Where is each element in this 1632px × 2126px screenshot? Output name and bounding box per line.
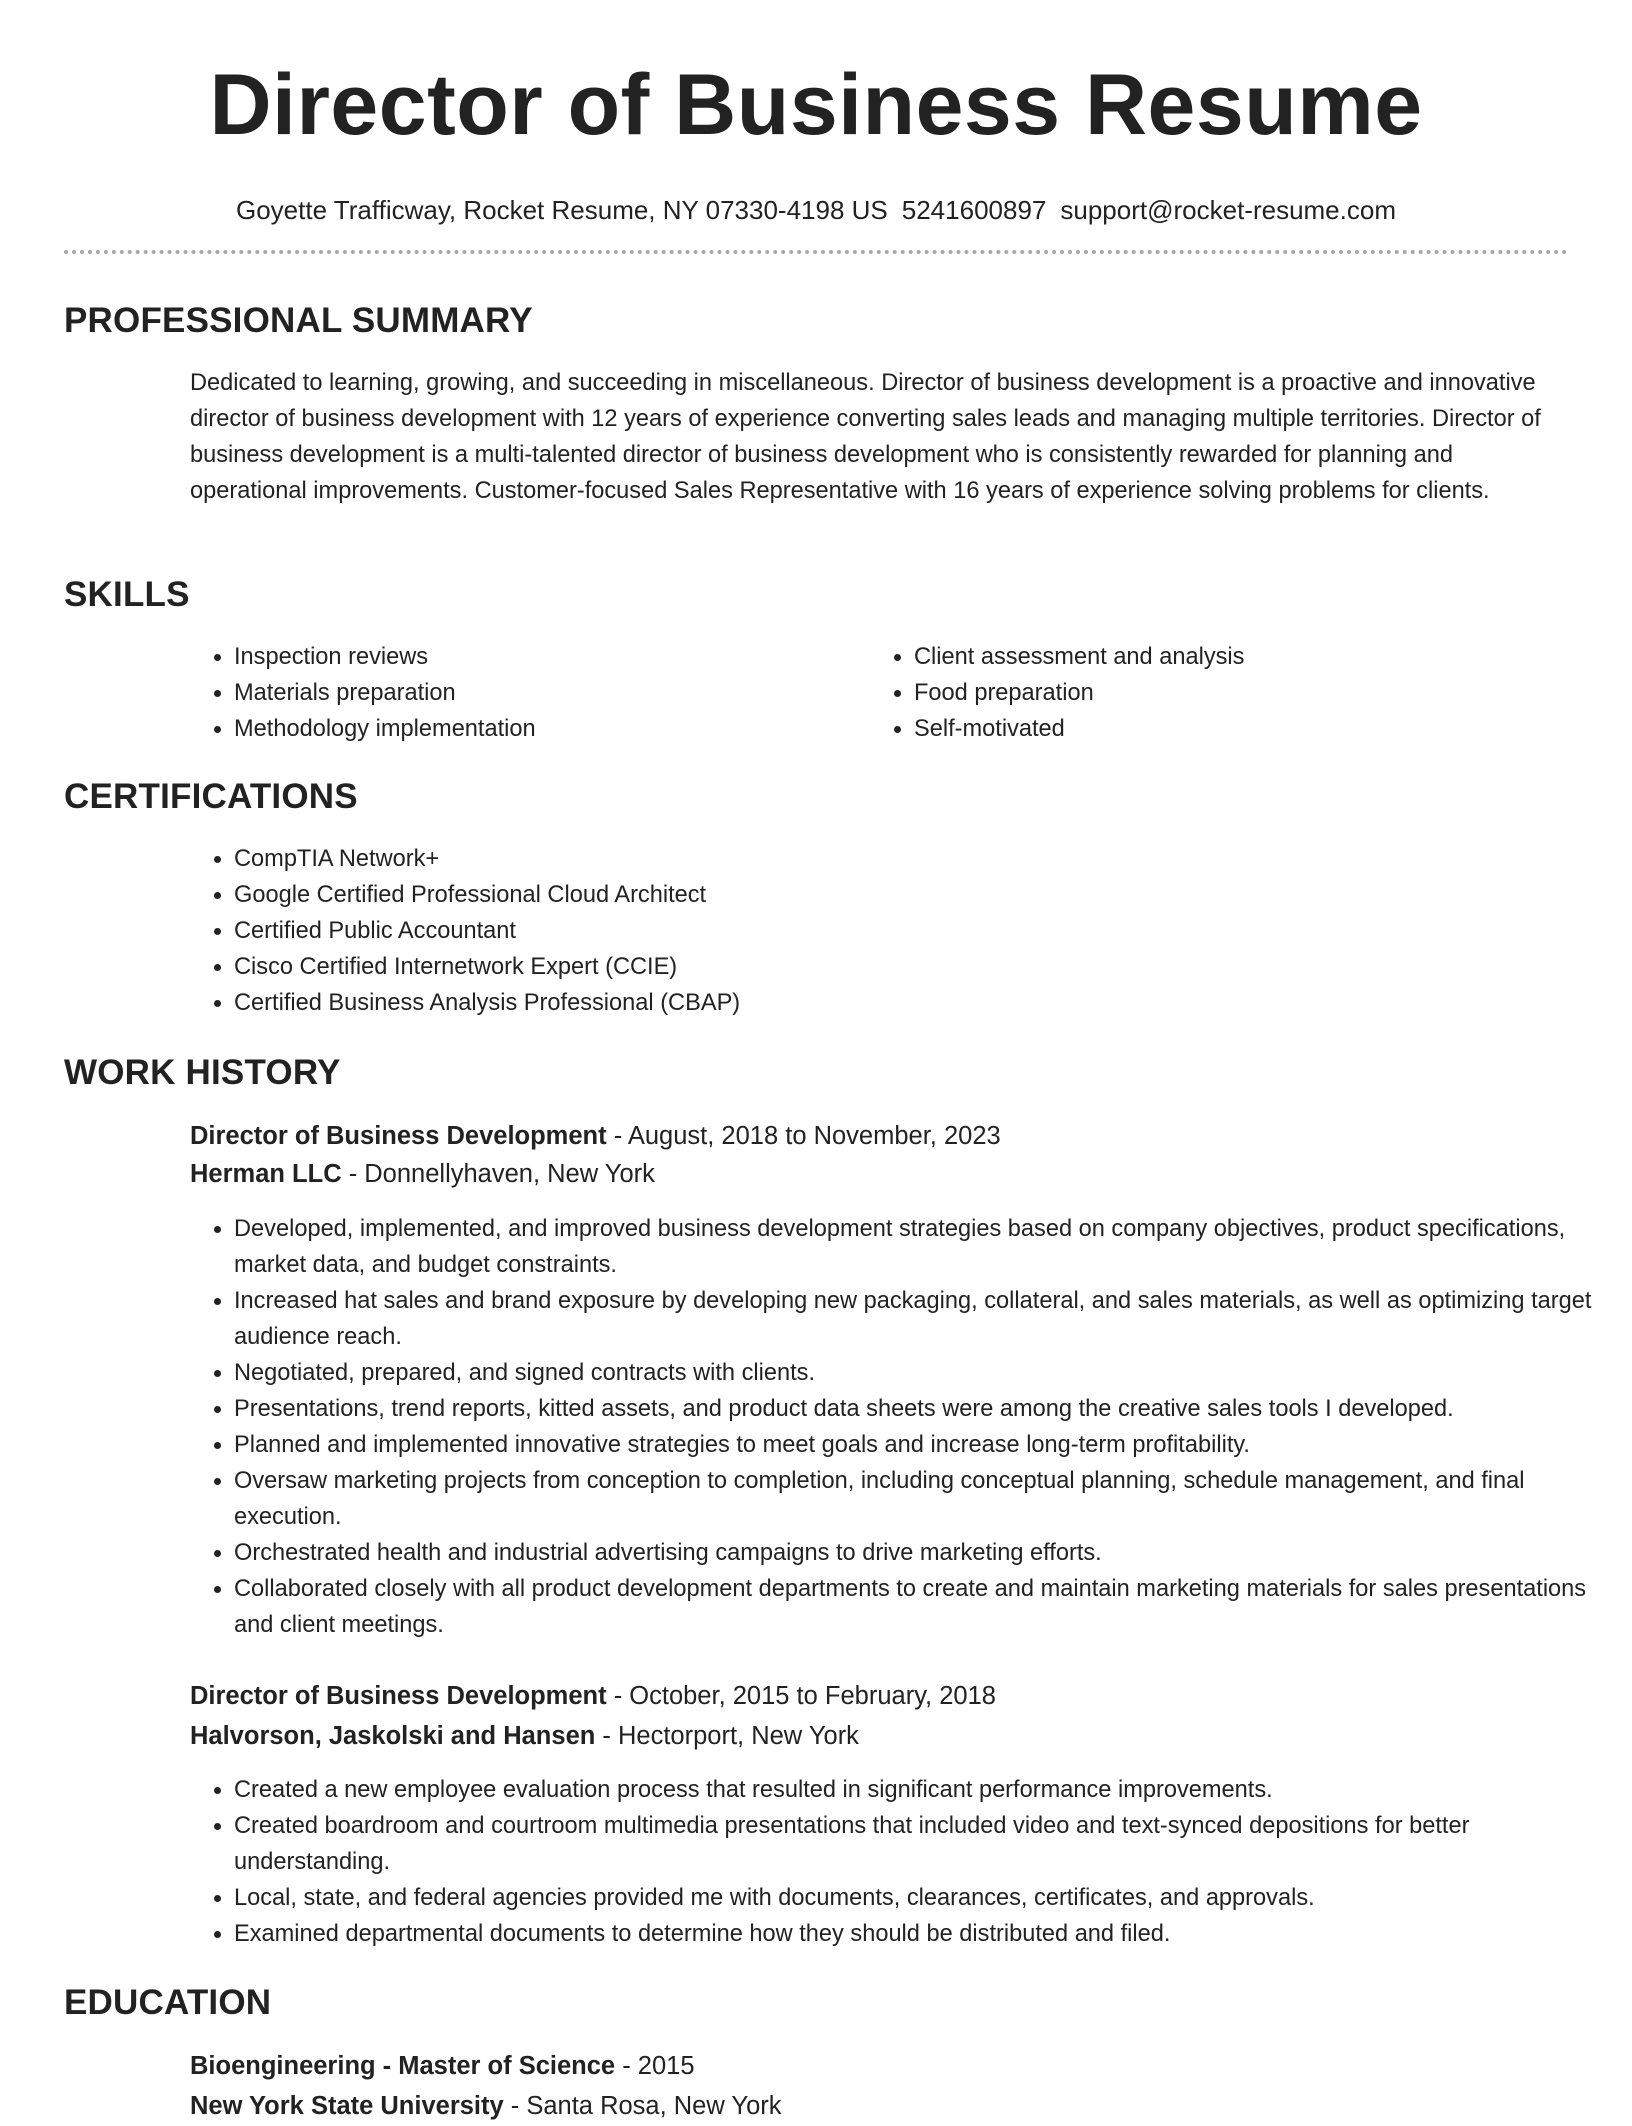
certification-item: • Certified Business Analysis Professional (CBAP)	[234, 985, 1614, 1021]
contact-phone: 5241600897	[901, 195, 1047, 225]
job-company-line	[190, 1154, 655, 1194]
certifications-heading: CERTIFICATIONS	[64, 777, 358, 816]
job-location: - Hectorport, New York	[595, 1722, 859, 1750]
skill-item: • Materials preparation	[234, 675, 854, 711]
summary-heading: PROFESSIONAL SUMMARY	[64, 301, 533, 340]
job-dates: - August, 2018 to November, 2023	[606, 1122, 1001, 1150]
education-school: New York State University	[190, 2092, 504, 2120]
work-history-heading: WORK HISTORY	[64, 1053, 341, 1092]
job-duty-item: • Negotiated, prepared, and signed contracts with clients.	[234, 1355, 1614, 1391]
certification-item: • CompTIA Network+	[234, 841, 1614, 877]
job-duty-item: • Local, state, and federal agencies provided me with documents, clearances, certificates, and approvals.	[234, 1880, 1614, 1916]
contact-address: Goyette Trafficway, Rocket Resume, NY 07330-4198 US	[236, 195, 888, 225]
job-duty-item: • Planned and implemented innovative strategies to meet goals and increase long-term profitability.	[234, 1427, 1614, 1463]
job-duty-item: • Developed, implemented, and improved business development strategies based on company objectives, product specifications, market data, and budget constraints.	[234, 1211, 1614, 1283]
job-duty-item: • Collaborated closely with all product development departments to create and maintain marketing materials for sales presentations and client meetings.	[234, 1571, 1614, 1643]
job-duty-item: • Created a new employee evaluation process that resulted in significant performance improvements.	[234, 1772, 1614, 1808]
skills-list-right	[870, 639, 1534, 747]
education-degree-line	[190, 2046, 695, 2086]
education-heading: EDUCATION	[64, 1983, 272, 2022]
job-duty-item: • Oversaw marketing projects from conception to completion, including conceptual planning, schedule management, and final execution.	[234, 1463, 1614, 1535]
certifications-list	[190, 841, 1614, 1021]
education-year: - 2015	[615, 2052, 695, 2080]
resume-header	[64, 40, 1568, 230]
certification-item: • Certified Public Accountant	[234, 913, 1614, 949]
skills-heading: SKILLS	[64, 575, 190, 614]
summary-text: Dedicated to learning, growing, and succeeding in miscellaneous. Director of business development is a proactive and innovative director of business development with 12 years of experience converting sales leads and managing multiple territories. Director of business development is a multi-talented director of business development who is consistently rewarded for planning and operational improvements. Customer-focused Sales Representative with 16 years of experience solving problems for clients.	[190, 370, 1541, 504]
job-company: Halvorson, Jaskolski and Hansen	[190, 1722, 596, 1750]
education-school-line	[190, 2086, 782, 2126]
job-company: Herman LLC	[190, 1160, 342, 1188]
certification-item: • Cisco Certified Internetwork Expert (CCIE)	[234, 949, 1614, 985]
contact-line	[64, 190, 1568, 230]
skill-item: • Client assessment and analysis	[914, 639, 1534, 675]
skill-item: • Self-motivated	[914, 711, 1534, 747]
job-duties-list	[190, 1772, 1614, 1952]
job-duty-item: • Orchestrated health and industrial advertising campaigns to drive marketing efforts.	[234, 1535, 1614, 1571]
skills-list-left	[190, 639, 854, 747]
page-title: Director of Business Resume	[209, 57, 1423, 153]
education-location: - Santa Rosa, New York	[503, 2092, 782, 2120]
job-title: Director of Business Development	[190, 1682, 607, 1710]
skill-item: • Food preparation	[914, 675, 1534, 711]
skill-item: • Methodology implementation	[234, 711, 854, 747]
header-divider	[64, 250, 1568, 254]
job-duty-item: • Presentations, trend reports, kitted assets, and product data sheets were among the creative sales tools I developed.	[234, 1391, 1614, 1427]
job-duty-item: • Examined departmental documents to determine how they should be distributed and filed.	[234, 1916, 1614, 1952]
job-dates: - October, 2015 to February, 2018	[606, 1682, 996, 1710]
job-duty-item: • Increased hat sales and brand exposure by developing new packaging, collateral, and sales materials, as well as optimizing target audience reach.	[234, 1283, 1614, 1355]
skill-item: • Inspection reviews	[234, 639, 854, 675]
job-duty-item: • Created boardroom and courtroom multimedia presentations that included video and text-synced depositions for better understanding.	[234, 1808, 1614, 1880]
contact-email: support@rocket-resume.com	[1060, 195, 1396, 225]
certification-item: • Google Certified Professional Cloud Architect	[234, 877, 1614, 913]
job-duties-list	[190, 1211, 1614, 1643]
job-title-line	[190, 1116, 1001, 1156]
job-location: - Donnellyhaven, New York	[341, 1160, 655, 1188]
job-company-line	[190, 1716, 859, 1756]
job-title-line	[190, 1676, 996, 1716]
job-title: Director of Business Development	[190, 1122, 607, 1150]
education-degree: Bioengineering - Master of Science	[190, 2052, 616, 2080]
